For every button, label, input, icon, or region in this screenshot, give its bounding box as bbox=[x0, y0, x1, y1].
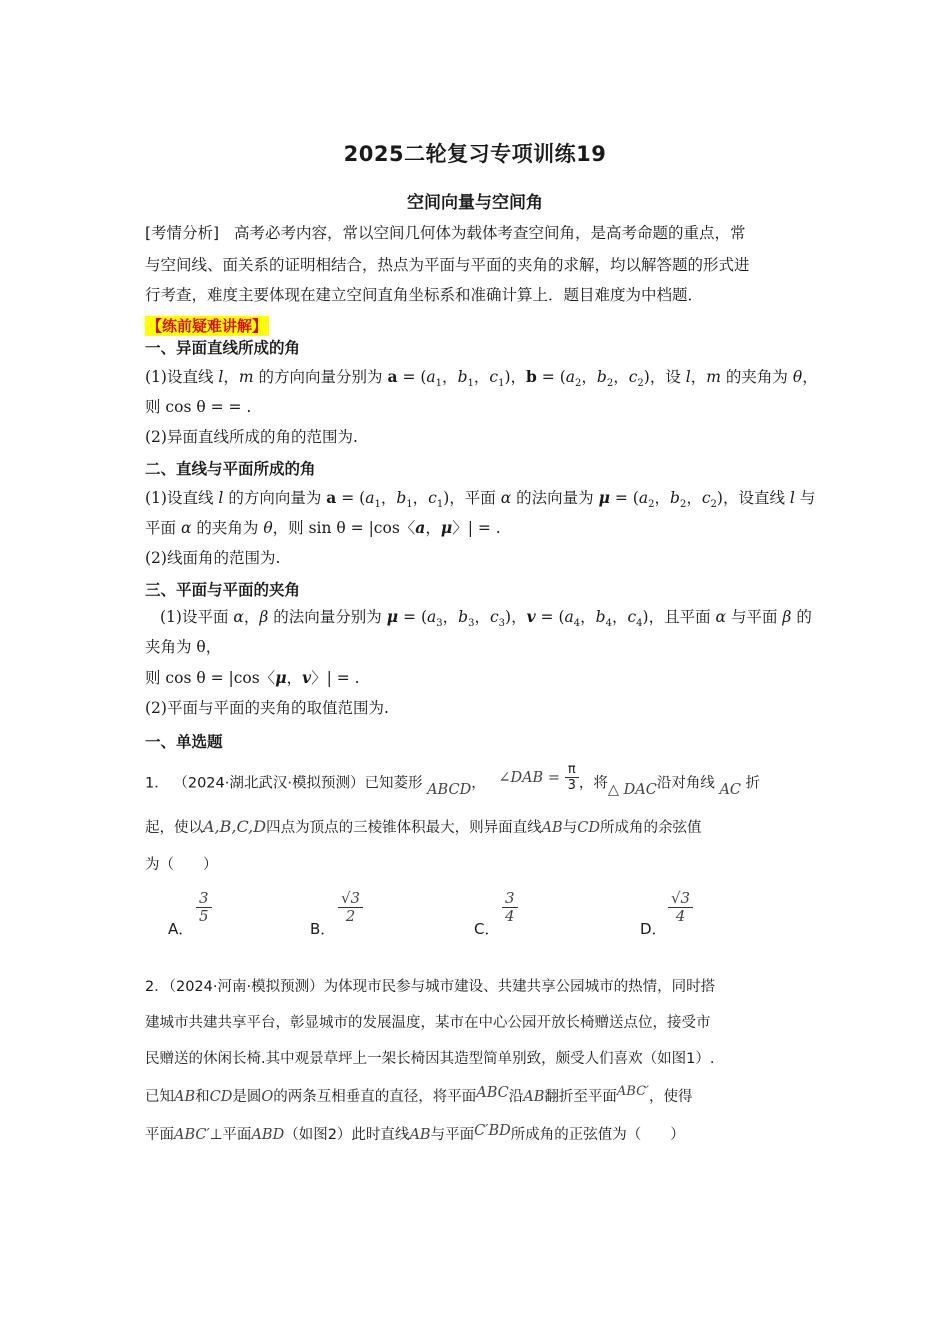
sec2-text-h: 的夹角为 bbox=[196, 519, 259, 537]
sec3-text-a: (1)设平面 bbox=[160, 608, 229, 626]
option-d-num: √3 bbox=[671, 889, 691, 907]
sec3-text-e: 的 bbox=[796, 608, 812, 626]
single-choice-heading: 一、单选题 bbox=[145, 733, 223, 751]
q1-number: 1． bbox=[145, 775, 169, 792]
q2-text-4f: 翻折至平面 bbox=[544, 1089, 617, 1105]
q2-abc-prime-2: ABC′ bbox=[174, 1127, 210, 1143]
analysis-line-1 bbox=[145, 222, 810, 244]
q1-text-5: 四点为顶点的三棱锥体积最大，则异面直线 bbox=[266, 820, 542, 836]
sec3-text-g: 〉| = . bbox=[311, 669, 360, 687]
q2-line-4 bbox=[145, 1086, 810, 1109]
q2-text-5e: 所成角的正弦值为（ ） bbox=[510, 1127, 685, 1143]
q1-points: A,B,C,D bbox=[203, 817, 267, 836]
q2-ab: AB bbox=[174, 1089, 196, 1105]
analysis-line-3: 行考查，难度主要体现在建立空间直角坐标系和准确计算上．题目难度为中档题． bbox=[145, 286, 704, 304]
sec2-text-d: 的法向量为 bbox=[516, 489, 594, 507]
option-a-fraction bbox=[196, 890, 212, 925]
analysis-line-2: 与空间线、面关系的证明相结合，热点为平面与平面的夹角的求解，均以解答题的形式进 bbox=[145, 256, 750, 274]
q2-cd: CD bbox=[209, 1089, 233, 1105]
q1-text-3: 折 bbox=[745, 775, 761, 792]
option-b-num: √3 bbox=[341, 889, 361, 907]
sec3-text-d: 与平面 bbox=[730, 608, 778, 626]
sec3-text-c: ，且平面 bbox=[648, 608, 711, 626]
sec2-text-a: (1)设直线 bbox=[145, 489, 214, 507]
q1-text-4: 起，使以 bbox=[145, 820, 203, 836]
q2-line-5 bbox=[145, 1124, 810, 1146]
q1-cd: CD bbox=[577, 820, 600, 836]
sec1-text-c: ，设 bbox=[649, 368, 681, 386]
q2-text-5c: （如图2）此时直线 bbox=[284, 1127, 410, 1143]
section-tag: 【练前疑难讲解】 bbox=[147, 317, 268, 335]
sec1-line-2: 则 cos θ = = . bbox=[145, 398, 252, 416]
q2-number: 2． bbox=[145, 979, 169, 995]
sec2-text-c: ，平面 bbox=[449, 489, 496, 507]
section-2-heading: 二、直线与平面所成的角 bbox=[145, 460, 316, 478]
option-a-den: 5 bbox=[196, 907, 212, 925]
option-c-fraction bbox=[502, 890, 518, 925]
option-b-fraction bbox=[338, 890, 363, 925]
q2-text-4a: 已知 bbox=[145, 1089, 174, 1105]
sec1-text-d: 的夹角为 bbox=[725, 368, 788, 386]
q1-pi: π bbox=[567, 762, 576, 777]
sec3-line-3: 则 cos θ = |cos〈μ，v〉| = . bbox=[145, 668, 360, 687]
q2-text-1: （2024·河南·模拟预测）为体现市民参与城市建设、共建共享公园城市的热情，同时搭 bbox=[168, 979, 716, 995]
sec1-line-1: (1)设直线 l，m 的方向向量分别为 $a = (a_1$，$b_1$，$c_1$)，$b = (a_2$，$b_2$，$c_2$)，设 l，m 的夹角为 θ， bbox=[145, 367, 818, 390]
sec2-line-3: (2)线面角的范围为. bbox=[145, 549, 281, 567]
q1-triangle: △ DAC bbox=[607, 781, 657, 798]
option-d-label: D． bbox=[640, 920, 667, 938]
q2-text-4g: ，使得 bbox=[649, 1089, 693, 1105]
q1-line-3: 为（ ） bbox=[145, 857, 218, 873]
q1-shape: ABCD bbox=[427, 781, 472, 798]
q2-text-4c: 是圆 bbox=[232, 1089, 262, 1105]
sec3-line-2: 夹角为 θ， bbox=[145, 638, 222, 656]
section-3-heading: 三、平面与平面的夹角 bbox=[145, 581, 301, 599]
q1-text-6: 与 bbox=[562, 820, 578, 836]
sec3-line-1: (1)设平面 α，β 的法向量分别为 $\mu = (a_3$，$b_3$，$c_3$)，$v = (a_4$，$b_4$，$c_4$)，且平面 α 与平面 β 的 bbox=[160, 607, 812, 630]
sec2-text-i: ，则 sin θ = |cos〈 bbox=[272, 519, 416, 537]
option-a-num: 3 bbox=[199, 889, 209, 907]
q1-source: （2024·湖北武汉·模拟预测）已知菱形 bbox=[173, 775, 423, 792]
sec1-line-3: (2)异面直线所成的角的范围为. bbox=[145, 428, 358, 446]
q2-text-4d: 的两条互相垂直的直径，将平面 bbox=[273, 1089, 477, 1105]
option-d-fraction bbox=[668, 890, 693, 925]
sec3-text-b: 的法向量分别为 bbox=[273, 608, 382, 626]
option-b-label: B． bbox=[310, 920, 336, 938]
sec2-text-f: 与 bbox=[799, 489, 816, 507]
q2-cbd: C′BD bbox=[474, 1123, 511, 1139]
q1-three: 3 bbox=[565, 777, 579, 793]
option-c-den: 4 bbox=[502, 907, 518, 925]
sec2-text-b: 的方向向量为 bbox=[228, 489, 322, 507]
option-b-den: 2 bbox=[338, 907, 363, 925]
page-subtitle: 空间向量与空间角 bbox=[407, 193, 543, 213]
analysis-text-1: 高考必考内容，常以空间几何体为载体考查空间角，是高考命题的重点，常 bbox=[234, 224, 746, 242]
q2-ab-2: AB bbox=[523, 1089, 545, 1105]
q1-angle: ∠DAB = bbox=[498, 769, 560, 786]
q1-line-1: 1． （2024·湖北武汉·模拟预测）已知菱形 ABCD， ∠DAB = $\frac{\pi}{3}$ ，将△ DAC沿对角线 AC 折 bbox=[145, 762, 761, 798]
q2-line-2: 建城市共建共享平台，彰显城市的发展温度，某市在中心公园开放长椅赠送点位，接受市 bbox=[145, 1015, 711, 1031]
q2-text-5b: ⊥平面 bbox=[209, 1127, 252, 1143]
analysis-label: [考情分析] bbox=[145, 224, 220, 242]
option-d-den: 4 bbox=[668, 907, 693, 925]
q1-ab: AB bbox=[541, 820, 563, 836]
q1-line-2 bbox=[145, 816, 810, 839]
sec2-line-2: 平面 α 的夹角为 θ，则 sin θ = |cos〈a，μ〉| = . bbox=[145, 518, 501, 537]
q2-text-5d: 与平面 bbox=[430, 1127, 475, 1143]
q1-ac: AC bbox=[719, 781, 742, 798]
q2-line-3: 民赠送的休闲长椅.其中观景草坪上一架长椅因其造型简单别致，颇受人们喜欢（如图1）. bbox=[145, 1051, 715, 1067]
sec1-text-b: 的方向向量分别为 bbox=[258, 368, 383, 386]
q1-text-7: 所成角的余弦值 bbox=[599, 820, 702, 836]
q2-text-4b: 和 bbox=[195, 1089, 210, 1105]
sec2-line-1: (1)设直线 l 的方向向量为 $a = (a_1$，$b_1$，$c_1$)，平面 α 的法向量为 $\mu = (a_2$，$b_2$，$c_2$)，设直线 l 与 bbox=[145, 488, 816, 511]
q1-text-2: 沿对角线 bbox=[656, 775, 715, 792]
q2-text-4e: 沿 bbox=[508, 1089, 524, 1105]
q2-text-5a: 平面 bbox=[145, 1127, 174, 1143]
q2-abc: ABC bbox=[476, 1085, 509, 1101]
sec3-text-f: 则 cos θ = |cos〈 bbox=[145, 669, 276, 687]
option-a-label: A． bbox=[168, 920, 194, 938]
q2-ab-3: AB bbox=[409, 1127, 431, 1143]
q1-pi-fraction bbox=[565, 762, 579, 793]
page-title: 2025二轮复习专项训练19 bbox=[343, 142, 607, 166]
q2-abd: ABD bbox=[251, 1127, 285, 1143]
q2-o: O bbox=[261, 1089, 274, 1105]
sec1-text-a: (1)设直线 bbox=[145, 368, 214, 386]
sec2-text-j: 〉| = . bbox=[452, 519, 501, 537]
q1-text-1: ，将 bbox=[578, 775, 608, 792]
sec2-text-g: 平面 bbox=[145, 519, 177, 537]
sec3-line-4: (2)平面与平面的夹角的取值范围为. bbox=[145, 699, 389, 717]
section-1-heading: 一、异面直线所成的角 bbox=[145, 339, 301, 357]
sec2-text-e: ，设直线 bbox=[722, 489, 785, 507]
option-c-num: 3 bbox=[505, 889, 515, 907]
q2-line-1 bbox=[145, 976, 810, 998]
option-c-label: C． bbox=[474, 920, 500, 938]
q2-abc-prime: ABC′ bbox=[616, 1084, 649, 1099]
